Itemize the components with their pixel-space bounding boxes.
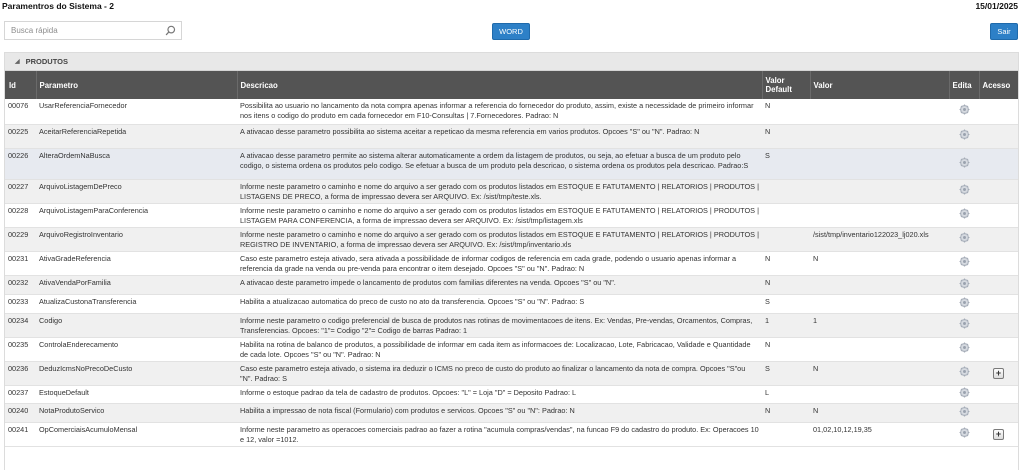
cell-acesso [979,227,1018,251]
collapse-triangle-icon[interactable]: ◢ [15,59,20,65]
table-row[interactable] [5,403,1018,422]
cell-edita [949,337,979,361]
cell-edita [949,99,979,124]
cell-valor-default: L [762,385,810,403]
gear-icon[interactable] [959,301,970,310]
cell-descricao: Habilita a impressao de nota fiscal (Formulario) com produtos e servicos. Opcoes "S" ou "N": Padrao: N [237,403,762,422]
table-row[interactable] [5,422,1018,446]
cell-descricao: Informe neste parametro as operacoes comerciais padrao ao fazer a rotina "acumula compras/vendas", na funcao F9 do cadastro do produto. Ex: Operacoes 10 e 12, valor =1012. [237,422,762,446]
column-header-valor-default-line1: Valor [765,76,785,85]
table-row[interactable] [5,313,1018,337]
cell-edita [949,361,979,385]
table-body [5,99,1018,446]
cell-descricao: Caso este parametro esteja ativado, o sistema ira deduzir o ICMS no preco de custo do produto ao finalizar o lancamento da nota de compra. Opcoes "S"ou "N". Padrao: S [237,361,762,385]
cell-valor [810,337,949,361]
section-title: PRODUTOS [25,57,68,66]
gear-icon[interactable] [959,322,970,331]
cell-descricao: Informe neste parametro o codigo preferencial de busca de produtos nas rotinas de movimentacoes de itens. Ex: Vendas, Pre-vendas, Orcamentos, Compras, Transferencias. Opcoes: "1"= Codigo "2"= Codigo de barras Padrao: 1 [237,313,762,337]
table-row[interactable] [5,385,1018,403]
cell-parametro: EstoqueDefault [36,385,237,403]
cell-parametro: NotaProdutoServico [36,403,237,422]
cell-id: 00229 [5,227,36,251]
cell-descricao: Informe neste parametro o caminho e nome do arquivo a ser gerado com os produtos listados em ESTOQUE E FATUTAMENTO | RELATORIOS | PRODUTOS | LISTAGEM PARA CONFERENCIA, a forma de impressao devera ser ARQUIVO. Ex: /sist/tmp/listagem.xls [237,203,762,227]
search-input[interactable] [5,22,155,39]
gear-icon[interactable] [959,282,970,291]
search-icon[interactable] [165,25,176,36]
cell-acesso [979,403,1018,422]
cell-descricao: Possibilita ao usuario no lancamento da nota compra apenas informar a referencia do fornecedor do produto, assim, existe a necessidade de primeiro informar nos itens o codigo do produto em cada fornecedor em F10-Consultas | 7.Fornecedores. Padrao: N [237,99,762,124]
cell-parametro: AlteraOrdemNaBusca [36,148,237,179]
cell-valor-default: N [762,275,810,294]
table-row[interactable] [5,251,1018,275]
cell-descricao: A ativacao deste parametro impede o lancamento de produtos com familias diferentes na venda. Opcoes "S" ou "N". [237,275,762,294]
cell-edita [949,227,979,251]
cell-edita [949,403,979,422]
cell-descricao: A ativacao desse parametro possibilita ao sistema aceitar a repeticao da mesma referencia em varios produtos. Opcoes "S" ou "N". Padrao: N [237,124,762,148]
cell-valor-default [762,179,810,203]
cell-edita [949,385,979,403]
column-header-valor[interactable]: Valor [810,71,949,99]
cell-valor: 01,02,10,12,19,35 [810,422,949,446]
cell-descricao: Informe neste parametro o caminho e nome do arquivo a ser gerado com os produtos listados em ESTOQUE E FATUTAMENTO | RELATORIOS | PRODUTOS | REGISTRO DE INVENTARIO, a forma de impressao devera ser ARQUIVO. Ex: /sist/tmp/inventario.xls [237,227,762,251]
cell-edita [949,313,979,337]
cell-edita [949,251,979,275]
cell-id: 00232 [5,275,36,294]
cell-acesso [979,361,1018,385]
cell-descricao: Informe neste parametro o caminho e nome do arquivo a ser gerado com os produtos listados em ESTOQUE E FATUTAMENTO | RELATORIOS | PRODUTOS | LISTAGENS DE PRECO, a forma de impressao devera ser ARQUIVO. Ex: /sist/tmp/teste.xls. [237,179,762,203]
cell-id: 00234 [5,313,36,337]
cell-valor: N [810,361,949,385]
gear-icon[interactable] [959,370,970,379]
cell-parametro: ControlaEnderecamento [36,337,237,361]
cell-parametro: ArquivoRegistroInventario [36,227,237,251]
cell-parametro: OpComerciaisAcumuloMensal [36,422,237,446]
cell-valor [810,179,949,203]
cell-parametro: AtualizaCustonaTransferencia [36,294,237,313]
cell-valor-default: N [762,99,810,124]
column-header-edita[interactable]: Edita [949,71,979,99]
toolbar [0,14,1024,46]
cell-valor-default [762,227,810,251]
cell-id: 00240 [5,403,36,422]
cell-valor-default: N [762,124,810,148]
cell-acesso [979,385,1018,403]
word-export-button[interactable]: WORD [492,23,530,40]
cell-parametro: ArquivoListagemDePreco [36,179,237,203]
table-row[interactable] [5,294,1018,313]
cell-acesso [979,124,1018,148]
cell-valor: 1 [810,313,949,337]
cell-id: 00233 [5,294,36,313]
cell-valor-default: S [762,148,810,179]
cell-acesso [979,275,1018,294]
cell-valor-default: S [762,294,810,313]
cell-id: 00226 [5,148,36,179]
column-header-id[interactable]: Id [5,71,36,99]
table-row[interactable] [5,361,1018,385]
cell-valor-default: S [762,361,810,385]
cell-valor [810,99,949,124]
gear-icon[interactable] [959,391,970,400]
window-title: Paramentros do Sistema - 2 [2,1,114,11]
quick-search-box[interactable] [4,21,182,40]
table-row[interactable] [5,227,1018,251]
cell-edita [949,124,979,148]
gear-icon[interactable] [959,188,970,197]
table-row[interactable] [5,148,1018,179]
cell-descricao: Habilita na rotina de balanco de produtos, a possibilidade de informar em cada item as informacoes de: Localizacao, Lote, Fabricacao, Validade e Quantidade de cada lote. Opcoes "S" ou "N". Padrao: N [237,337,762,361]
parameters-panel [4,52,1019,470]
cell-id: 00227 [5,179,36,203]
cell-acesso [979,251,1018,275]
cell-valor-default: 1 [762,313,810,337]
cell-valor: /sist/tmp/inventario122023_lj020.xls [810,227,949,251]
cell-id: 00225 [5,124,36,148]
table-row[interactable] [5,124,1018,148]
cell-valor [810,294,949,313]
cell-parametro: AtivaVendaPorFamilia [36,275,237,294]
cell-valor-default [762,203,810,227]
cell-descricao: A ativacao desse parametro permite ao sistema alterar automaticamente a ordem da listagem de produtos, ou seja, ao efetuar a busca de um produto pelo codigo, o sistema ordena os produtos pelo codigo. Se efetuar a busca de um produto pela descricao, o sistema ordena os produtos pela descricao. Padrao:S [237,148,762,179]
gear-icon[interactable] [959,431,970,440]
cell-edita [949,275,979,294]
cell-acesso [979,99,1018,124]
gear-icon[interactable] [959,236,970,245]
cell-valor [810,124,949,148]
cell-id: 00076 [5,99,36,124]
cell-acesso [979,313,1018,337]
cell-acesso [979,148,1018,179]
cell-acesso [979,179,1018,203]
gear-icon[interactable] [959,260,970,269]
table-row[interactable] [5,337,1018,361]
add-access-button[interactable]: + [993,368,1004,379]
table-row[interactable] [5,179,1018,203]
cell-edita [949,294,979,313]
cell-acesso [979,422,1018,446]
gear-icon[interactable] [959,410,970,419]
table-row[interactable] [5,203,1018,227]
gear-icon[interactable] [959,212,970,221]
column-header-acesso[interactable]: Acesso [979,71,1018,99]
cell-id: 00236 [5,361,36,385]
cell-parametro: UsarReferenciaFornecedor [36,99,237,124]
table-row[interactable] [5,99,1018,124]
table-row[interactable] [5,275,1018,294]
cell-valor [810,203,949,227]
cell-valor-default: N [762,337,810,361]
cell-parametro: AceitarReferenciaRepetida [36,124,237,148]
cell-valor: N [810,251,949,275]
cell-id: 00231 [5,251,36,275]
cell-valor [810,385,949,403]
cell-valor-default: N [762,403,810,422]
cell-valor [810,148,949,179]
cell-edita [949,203,979,227]
cell-parametro: AtivaGradeReferencia [36,251,237,275]
cell-acesso [979,337,1018,361]
column-header-valor-default-line2: Default [765,85,792,94]
cell-parametro: ArquivoListagemParaConferencia [36,203,237,227]
current-date: 15/01/2025 [975,1,1018,11]
cell-id: 00235 [5,337,36,361]
table-header-row [5,71,1018,99]
cell-valor-default [762,422,810,446]
column-header-descricao[interactable]: Descricao [237,71,762,99]
column-header-valor-default[interactable] [762,71,810,99]
gear-icon[interactable] [959,346,970,355]
gear-icon[interactable] [959,108,970,117]
parameters-table [5,71,1019,447]
cell-id: 00241 [5,422,36,446]
cell-valor-default: N [762,251,810,275]
section-header-produtos[interactable] [5,53,1018,71]
cell-valor: N [810,403,949,422]
cell-id: 00237 [5,385,36,403]
cell-id: 00228 [5,203,36,227]
exit-button[interactable]: Sair [990,23,1018,40]
cell-acesso [979,203,1018,227]
cell-descricao: Caso este parametro esteja ativado, sera ativada a possibilidade de informar codigos de referencia em cada grade, podendo o usuario apenas informar a referencia da grade na venda ou pre-venda para encontrar o item desejado. Opcoes "S" ou "N". Padrao: N [237,251,762,275]
cell-descricao: Habilita a atualizacao automatica do preco de custo no ato da transferencia. Opcoes "S" ou "N". Padrao: S [237,294,762,313]
column-header-parametro[interactable]: Parametro [36,71,237,99]
gear-icon[interactable] [959,161,970,170]
cell-valor [810,275,949,294]
cell-acesso [979,294,1018,313]
title-bar [0,0,1024,14]
cell-parametro: Codigo [36,313,237,337]
cell-edita [949,179,979,203]
cell-parametro: DeduzIcmsNoPrecoDeCusto [36,361,237,385]
cell-edita [949,148,979,179]
add-access-button[interactable]: + [993,429,1004,440]
cell-descricao: Informe o estoque padrao da tela de cadastro de produtos. Opcoes: "L" = Loja "D" = Deposito Padrao: L [237,385,762,403]
cell-edita [949,422,979,446]
gear-icon[interactable] [959,133,970,142]
